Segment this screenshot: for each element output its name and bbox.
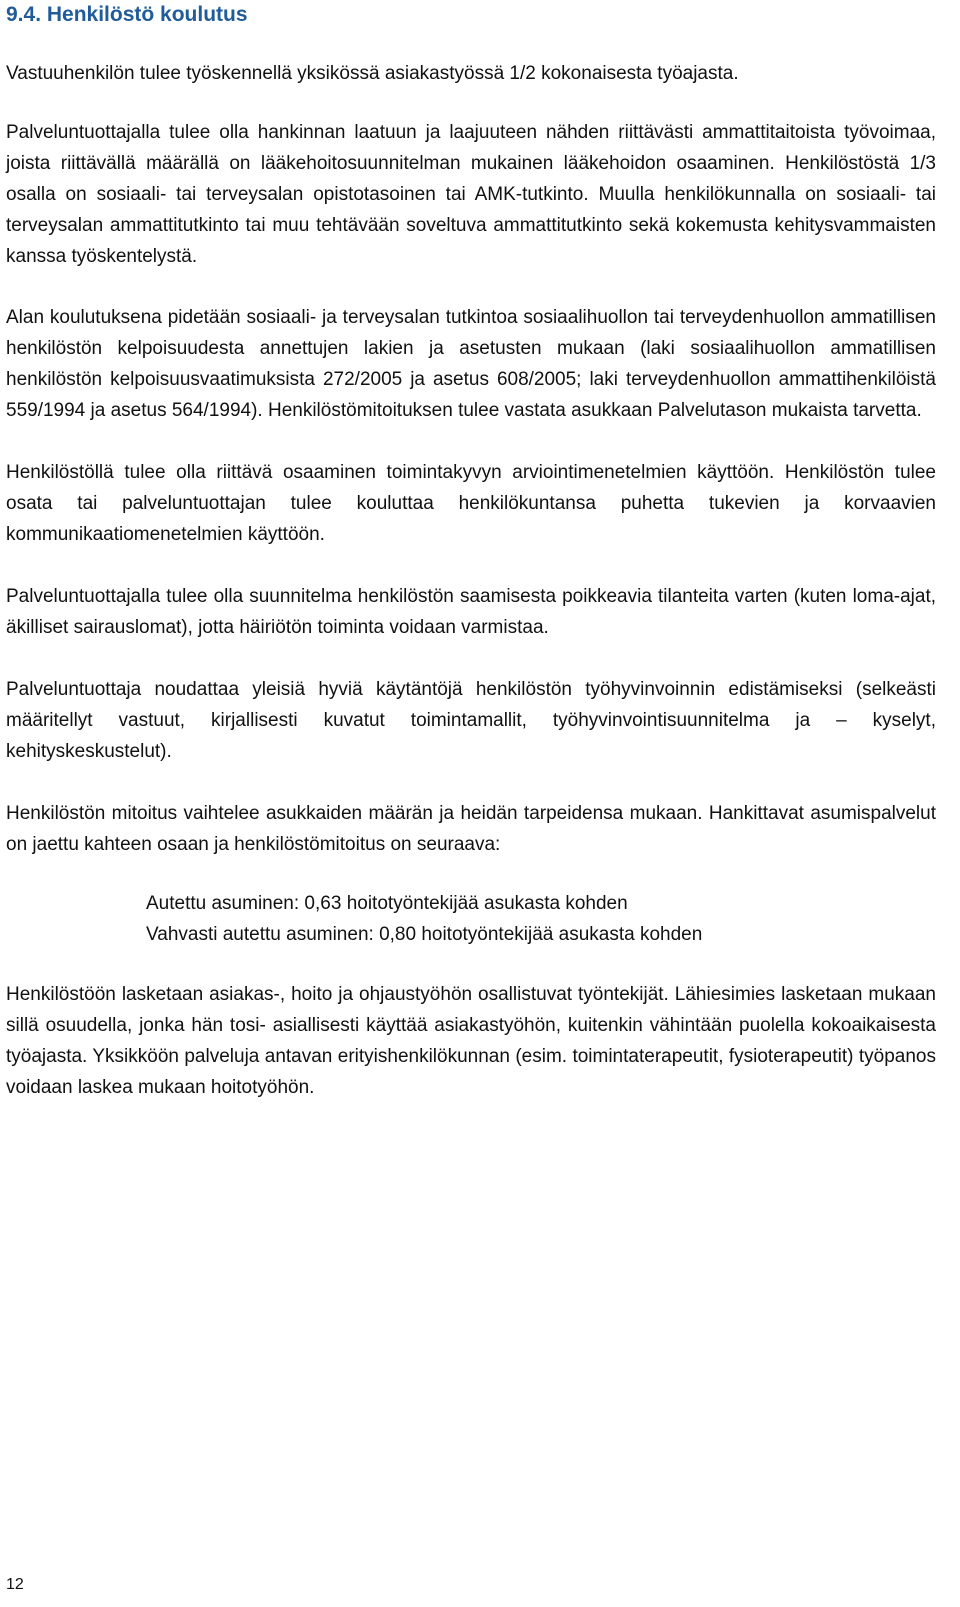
- paragraph-education-law: Alan koulutuksena pidetään sosiaali- ja terveysalan tutkintoa sosiaalihuollon tai terveydenhuollon ammatillisen henkilöstön kelpoisuudesta annettujen lakien ja asetusten mukaan (laki sosiaalihuollon ammatillisen henkilöstön kelpoisuusvaatimuksista 272/2005 ja asetus 608/2005; laki terveydenhuollon ammattihenkilöistä 559/1994 ja asetus 564/1994). Henkilöstömitoituksen tulee vastata asukkaan Palvelutason mukaista tarvetta.: [6, 307, 936, 421]
- paragraph-assessment-methods: Henkilöstöllä tulee olla riittävä osaaminen toimintakyvyn arviointimenetelmien käyttöön. Henkilöstön tulee osata tai palveluntuottajan tulee kouluttaa henkilökuntansa puhetta tukevien ja korvaavien kommunikaatiomenetelmien käyttöön.: [6, 462, 936, 545]
- paragraph-staff-qualifications: Palveluntuottajalla tulee olla hankinnan laatuun ja laajuuteen nähden riittävästi ammattitaitoista työvoimaa, joista riittävällä määrällä on lääkehoitosuunnitelman mukainen lääkehoidon osaaminen. Henkilöstöstä 1/3 osalla on sosiaali- tai terveysalan opistotasoinen tai AMK-tutkinto. Muulla henkilökunnalla on sosiaali- tai terveysalan ammattitutkinto tai muu tehtävään soveltuva ammattitutkinto sekä kokemusta kehitysvammaisten kanssa työskentelystä.: [6, 122, 936, 267]
- paragraph-responsible-person: Vastuuhenkilön tulee työskennellä yksikössä asiakastyössä 1/2 kokonaisesta työajasta.: [6, 63, 739, 84]
- paragraph-staffing-intro: Henkilöstön mitoitus vaihtelee asukkaiden määrän ja heidän tarpeidensa mukaan. Hankittavat asumispalvelut on jaettu kahteen osaan ja henkilöstömitoitus on seuraava:: [6, 803, 936, 855]
- staffing-ratio-intensive-supported-living: Vahvasti autettu asuminen: 0,80 hoitotyöntekijää asukasta kohden: [146, 924, 703, 945]
- page-number: 12: [6, 1576, 24, 1593]
- paragraph-counted-staff: Henkilöstöön lasketaan asiakas-, hoito ja ohjaustyöhön osallistuvat työntekijät. Lähiesimies lasketaan mukaan sillä osuudella, jonka hän tosi- asiallisesti käyttää asiakastyöhön, kuitenkin vähintään puolella kokoaikaisesta työajasta. Yksikköön palveluja antavan erityishenkilökunnan (esim. toimintaterapeutit, fysioterapeutit) työpanos voidaan laskea mukaan hoitotyöhön.: [6, 984, 936, 1098]
- staffing-ratio-supported-living: Autettu asuminen: 0,63 hoitotyöntekijää asukasta kohden: [146, 893, 628, 914]
- document-page: [6, 0, 936, 1103]
- staffing-ratios: [146, 888, 936, 950]
- section-heading: 9.4. Henkilöstö koulutus: [6, 3, 248, 26]
- paragraph-wellbeing: Palveluntuottaja noudattaa yleisiä hyviä käytäntöjä henkilöstön työhyvinvoinnin edistämiseksi (selkeästi määritellyt vastuut, kirjallisesti kuvatut toimintamallit, työhyvinvointisuunnitelma ja – kyselyt, kehityskeskustelut).: [6, 679, 936, 762]
- paragraph-exceptional-situations: Palveluntuottajalla tulee olla suunnitelma henkilöstön saamisesta poikkeavia tilanteita varten (kuten loma-ajat, äkilliset sairauslomat), jotta häiriötön toiminta voidaan varmistaa.: [6, 586, 936, 638]
